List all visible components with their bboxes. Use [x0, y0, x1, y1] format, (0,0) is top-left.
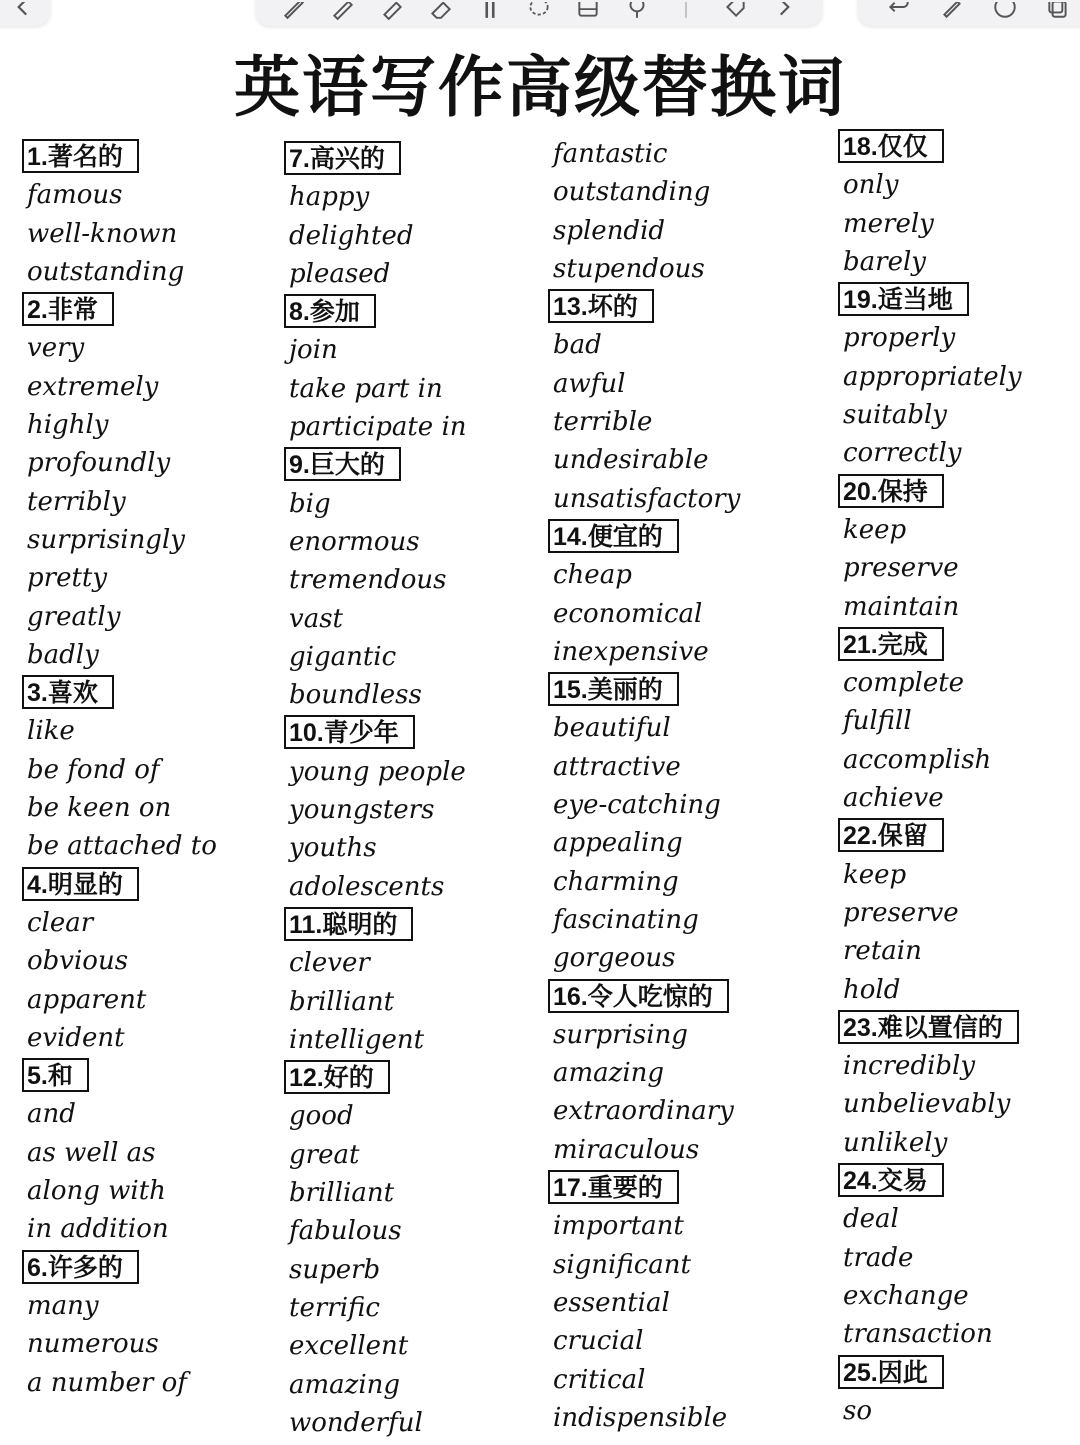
category-row [838, 473, 1022, 511]
word-row [284, 1327, 467, 1365]
word-row [838, 856, 1022, 894]
synonym-word: maintain [843, 591, 960, 622]
synonym-word: fabulous [289, 1216, 402, 1247]
word-row [548, 595, 740, 633]
word-row [284, 1404, 467, 1442]
category-row [838, 626, 1022, 664]
category-row [22, 866, 217, 904]
undo-icon[interactable] [886, 2, 912, 20]
synonym-word: keep [843, 514, 907, 545]
chevron-left-icon[interactable] [10, 2, 36, 20]
word-row [838, 396, 1022, 434]
category-header: 3.喜欢 [22, 675, 114, 709]
word-row [22, 1019, 217, 1057]
synonym-word: transaction [843, 1319, 993, 1350]
synonym-word: as well as [27, 1137, 156, 1168]
word-row [838, 894, 1022, 932]
word-row [838, 1392, 1022, 1430]
synonym-word: economical [553, 598, 703, 629]
copy-icon[interactable] [1045, 2, 1071, 20]
synonym-word: keep [843, 859, 907, 890]
synonym-word: attractive [553, 751, 681, 782]
category-row [548, 1169, 740, 1207]
eraser-icon[interactable] [428, 2, 454, 20]
synonym-word: deal [843, 1204, 899, 1235]
synonym-word: vast [289, 603, 343, 634]
synonym-word: essential [553, 1287, 670, 1318]
category-row [22, 291, 217, 329]
synonym-word: preserve [843, 897, 959, 928]
word-row [284, 1097, 467, 1135]
synonym-word: in addition [27, 1214, 169, 1245]
category-header: 2.非常 [22, 292, 114, 326]
word-row [548, 1361, 740, 1399]
synonym-word: critical [553, 1364, 646, 1395]
column-1 [22, 138, 217, 1402]
word-row [838, 1277, 1022, 1315]
word-row [22, 559, 217, 597]
category-row [22, 674, 217, 712]
synonym-word: achieve [843, 783, 944, 814]
category-row [22, 1057, 217, 1095]
category-row [284, 714, 467, 752]
synonym-word: apparent [27, 984, 147, 1015]
category-header: 10.青少年 [284, 715, 415, 749]
synonym-word: clever [289, 948, 370, 979]
word-row [548, 939, 740, 977]
word-row [284, 485, 467, 523]
word-row [284, 178, 467, 216]
synonym-word: obvious [27, 946, 129, 977]
synonym-word: incredibly [843, 1051, 976, 1082]
synonym-word: brilliant [289, 1178, 395, 1209]
word-row [22, 1325, 217, 1363]
synonym-word: bad [553, 330, 602, 361]
synonym-word: join [289, 335, 338, 366]
synonym-word: participate in [289, 412, 467, 443]
word-row [548, 441, 740, 479]
category-header: 9.巨大的 [284, 447, 401, 481]
highlighter-icon[interactable] [379, 2, 405, 20]
category-row [838, 1162, 1022, 1200]
word-row [548, 1284, 740, 1322]
word-row [284, 600, 467, 638]
word-row [838, 511, 1022, 549]
synonym-word: profoundly [27, 448, 171, 479]
word-row [22, 981, 217, 1019]
synonym-word: amazing [553, 1058, 665, 1089]
word-row [548, 326, 740, 364]
synonym-word: preserve [843, 553, 959, 584]
category-row [548, 288, 740, 326]
word-row [284, 791, 467, 829]
category-header: 22.保留 [838, 818, 944, 852]
word-row [284, 1021, 467, 1059]
word-row [22, 827, 217, 865]
circle-icon[interactable] [992, 2, 1018, 20]
synonym-word: a number of [27, 1367, 187, 1398]
synonym-word: like [27, 716, 75, 747]
tag-icon[interactable] [722, 2, 748, 20]
toolbar-tools [256, 0, 822, 26]
word-row [22, 636, 217, 674]
synonym-word: superb [289, 1254, 381, 1285]
synonym-word: exchange [843, 1280, 969, 1311]
synonym-word: barely [843, 246, 926, 277]
word-row [838, 243, 1022, 281]
synonym-word: fantastic [553, 139, 668, 169]
word-row [838, 358, 1022, 396]
synonym-word: beautiful [553, 713, 671, 744]
word-row [22, 406, 217, 444]
word-row [838, 1239, 1022, 1277]
category-header: 16.令人吃惊的 [548, 979, 729, 1013]
word-row [838, 434, 1022, 472]
word-row [284, 983, 467, 1021]
synonym-word: great [289, 1139, 360, 1170]
word-row [284, 1212, 467, 1250]
category-header: 11.聪明的 [284, 907, 413, 941]
synonym-word: pretty [27, 563, 108, 594]
synonym-word: miraculous [553, 1134, 700, 1165]
word-row [284, 523, 467, 561]
word-row [548, 250, 740, 288]
word-row [22, 1172, 217, 1210]
category-row [284, 906, 467, 944]
synonym-word: youths [289, 833, 377, 864]
word-row [284, 1136, 467, 1174]
synonym-word: gigantic [289, 641, 397, 672]
synonym-word: surprising [553, 1019, 688, 1050]
synonym-word: boundless [289, 680, 422, 711]
synonym-word: take part in [289, 373, 443, 404]
word-row [838, 702, 1022, 740]
synonym-word: clear [27, 907, 94, 938]
synonym-word: cheap [553, 560, 632, 591]
shapes-icon[interactable] [575, 2, 601, 20]
synonym-word: stupendous [553, 253, 705, 284]
word-row [284, 1174, 467, 1212]
category-header: 25.因此 [838, 1355, 944, 1389]
synonym-word: unbelievably [843, 1089, 1011, 1120]
word-row [838, 1085, 1022, 1123]
category-row [548, 518, 740, 556]
category-header: 1.著名的 [22, 139, 139, 173]
category-header: 19.适当地 [838, 282, 969, 316]
synonym-word: undesirable [553, 445, 709, 476]
word-row [838, 205, 1022, 243]
word-row [548, 824, 740, 862]
synonym-word: terrific [289, 1292, 380, 1323]
word-row [548, 1016, 740, 1054]
word-row [284, 370, 467, 408]
synonym-word: properly [843, 323, 956, 354]
synonym-word: be fond of [27, 754, 160, 785]
word-row [548, 1054, 740, 1092]
synonym-word: terribly [27, 486, 126, 517]
synonym-word: suitably [843, 400, 947, 431]
category-row [548, 978, 740, 1016]
word-row [284, 561, 467, 599]
synonym-word: evident [27, 1022, 125, 1053]
edit-icon[interactable] [939, 2, 965, 20]
word-row [548, 633, 740, 671]
synonym-word: awful [553, 368, 626, 399]
word-row [548, 212, 740, 250]
category-row [838, 128, 1022, 166]
synonym-word: important [553, 1211, 684, 1242]
category-row [548, 671, 740, 709]
synonym-word: only [843, 170, 899, 201]
category-header: 5.和 [22, 1058, 89, 1092]
synonym-word: inexpensive [553, 636, 709, 667]
category-header: 7.高兴的 [284, 141, 401, 175]
word-row [548, 1322, 740, 1360]
toolbar-right [858, 0, 1080, 26]
word-row [22, 712, 217, 750]
word-row [548, 786, 740, 824]
word-row [284, 255, 467, 293]
word-row [284, 331, 467, 369]
synonym-word: fascinating [553, 904, 699, 935]
synonym-word: wonderful [289, 1407, 423, 1438]
synonym-word: very [27, 333, 85, 364]
synonym-word: good [289, 1101, 354, 1132]
chevron-right-icon[interactable] [771, 2, 797, 20]
word-row [838, 1047, 1022, 1085]
word-row [22, 942, 217, 980]
category-header: 17.重要的 [548, 1170, 679, 1204]
category-header: 14.便宜的 [548, 519, 679, 553]
synonym-word: enormous [289, 526, 420, 557]
category-header: 13.坏的 [548, 289, 654, 323]
synonym-word: brilliant [289, 986, 395, 1017]
word-row [22, 176, 217, 214]
category-header: 8.参加 [284, 294, 376, 328]
word-row [838, 932, 1022, 970]
synonym-word: unsatisfactory [553, 483, 741, 514]
synonym-word: appealing [553, 828, 683, 859]
word-row [548, 1092, 740, 1130]
word-row [838, 319, 1022, 357]
word-row [838, 166, 1022, 204]
word-row [548, 1399, 740, 1437]
synonym-word: amazing [289, 1369, 401, 1400]
synonym-word: trade [843, 1242, 914, 1273]
synonym-word: so [843, 1395, 872, 1426]
word-row [284, 944, 467, 982]
synonym-word: youngsters [289, 795, 435, 826]
synonym-word: retain [843, 936, 922, 967]
synonym-word: extremely [27, 371, 159, 402]
word-row [838, 664, 1022, 702]
synonym-word: unlikely [843, 1127, 948, 1158]
synonym-word: numerous [27, 1329, 159, 1360]
word-row [284, 1289, 467, 1327]
synonym-word: well-known [27, 218, 178, 249]
word-row [22, 598, 217, 636]
word-row [22, 329, 217, 367]
word-row [22, 1210, 217, 1248]
category-row [838, 1354, 1022, 1392]
word-row [548, 365, 740, 403]
word-row [548, 1246, 740, 1284]
word-row [284, 217, 467, 255]
column-3 [548, 135, 740, 1437]
category-header: 20.保持 [838, 474, 944, 508]
synonym-word: and [27, 1099, 76, 1130]
category-row [22, 1249, 217, 1287]
category-header: 23.难以置信的 [838, 1010, 1019, 1044]
word-row [22, 483, 217, 521]
synonym-word: hold [843, 974, 901, 1005]
word-row [22, 904, 217, 942]
word-row [284, 1366, 467, 1404]
synonym-word: significant [553, 1249, 691, 1280]
word-row [548, 173, 740, 211]
synonym-word: appropriately [843, 361, 1022, 392]
synonym-word: complete [843, 668, 965, 699]
word-row [548, 863, 740, 901]
word-row [22, 253, 217, 291]
category-row [284, 1059, 467, 1097]
page-title: 英语写作高级替换词 [234, 49, 846, 126]
word-row [22, 444, 217, 482]
synonym-word: merely [843, 208, 934, 239]
category-row [838, 281, 1022, 319]
word-row [284, 1251, 467, 1289]
synonym-word: outstanding [553, 177, 711, 208]
synonym-word: crucial [553, 1326, 644, 1357]
word-row [548, 480, 740, 518]
synonym-word: accomplish [843, 744, 992, 775]
synonym-word: fulfill [843, 706, 912, 737]
synonym-word: indispensible [553, 1402, 728, 1433]
synonym-word: splendid [553, 215, 666, 246]
synonym-word: adolescents [289, 871, 445, 902]
word-row [22, 368, 217, 406]
word-row [838, 549, 1022, 587]
word-row [548, 135, 740, 173]
synonym-word: excellent [289, 1331, 409, 1362]
word-row [22, 215, 217, 253]
synonym-word: happy [289, 182, 370, 213]
synonym-word: eye-catching [553, 790, 721, 821]
word-row [838, 1200, 1022, 1238]
category-header: 24.交易 [838, 1163, 944, 1197]
synonym-word: highly [27, 410, 109, 441]
synonym-word: surprisingly [27, 524, 185, 555]
synonym-word: greatly [27, 601, 121, 632]
toolbar-left [0, 0, 50, 26]
synonym-word: gorgeous [553, 943, 676, 974]
word-row [838, 741, 1022, 779]
synonym-word: big [289, 488, 331, 519]
word-row [284, 868, 467, 906]
category-row [284, 140, 467, 178]
synonym-word: correctly [843, 438, 962, 469]
word-row [22, 1134, 217, 1172]
category-header: 21.完成 [838, 627, 944, 661]
word-row [838, 1315, 1022, 1353]
lasso-icon[interactable] [526, 2, 552, 20]
ruler-icon[interactable] [477, 2, 503, 20]
word-row [22, 1095, 217, 1133]
word-row [838, 779, 1022, 817]
synonym-word: tremendous [289, 565, 447, 596]
word-row [284, 753, 467, 791]
word-row [838, 1124, 1022, 1162]
synonym-word: pleased [289, 258, 391, 289]
synonym-word: many [27, 1290, 99, 1321]
word-row [284, 638, 467, 676]
word-row [284, 829, 467, 867]
word-row [838, 588, 1022, 626]
category-header: 18.仅仅 [838, 129, 944, 163]
category-row [838, 817, 1022, 855]
word-row [548, 748, 740, 786]
word-row [838, 971, 1022, 1009]
synonym-word: young people [289, 756, 466, 787]
pen-icon[interactable] [281, 2, 307, 20]
category-header: 6.许多的 [22, 1250, 139, 1284]
column-4 [838, 128, 1022, 1430]
word-row [548, 1207, 740, 1245]
synonym-word: along with [27, 1176, 166, 1207]
word-row [548, 709, 740, 747]
synonym-word: delighted [289, 220, 414, 251]
synonym-word: extraordinary [553, 1096, 734, 1127]
synonym-word: be attached to [27, 831, 217, 862]
category-row [838, 1009, 1022, 1047]
category-header: 4.明显的 [22, 867, 139, 901]
synonym-word: badly [27, 639, 99, 670]
word-row [548, 901, 740, 939]
category-row [22, 138, 217, 176]
word-row [548, 556, 740, 594]
word-row [284, 676, 467, 714]
word-row [548, 1131, 740, 1169]
word-row [22, 789, 217, 827]
category-row [284, 293, 467, 331]
word-row [22, 521, 217, 559]
synonym-word: intelligent [289, 1024, 425, 1055]
column-2 [284, 140, 467, 1442]
synonym-word: terrible [553, 407, 653, 438]
word-row [22, 751, 217, 789]
pin-icon[interactable] [624, 2, 650, 20]
synonym-word: be keen on [27, 793, 172, 824]
word-row [22, 1364, 217, 1402]
word-row [284, 408, 467, 446]
toolbar-separator [673, 2, 699, 20]
synonym-word: outstanding [27, 256, 185, 287]
word-row [548, 403, 740, 441]
category-header: 12.好的 [284, 1060, 390, 1094]
synonym-word: charming [553, 866, 679, 897]
category-row [284, 446, 467, 484]
pencil-icon[interactable] [330, 2, 356, 20]
synonym-word: famous [27, 180, 123, 211]
word-row [22, 1287, 217, 1325]
category-header: 15.美丽的 [548, 672, 679, 706]
